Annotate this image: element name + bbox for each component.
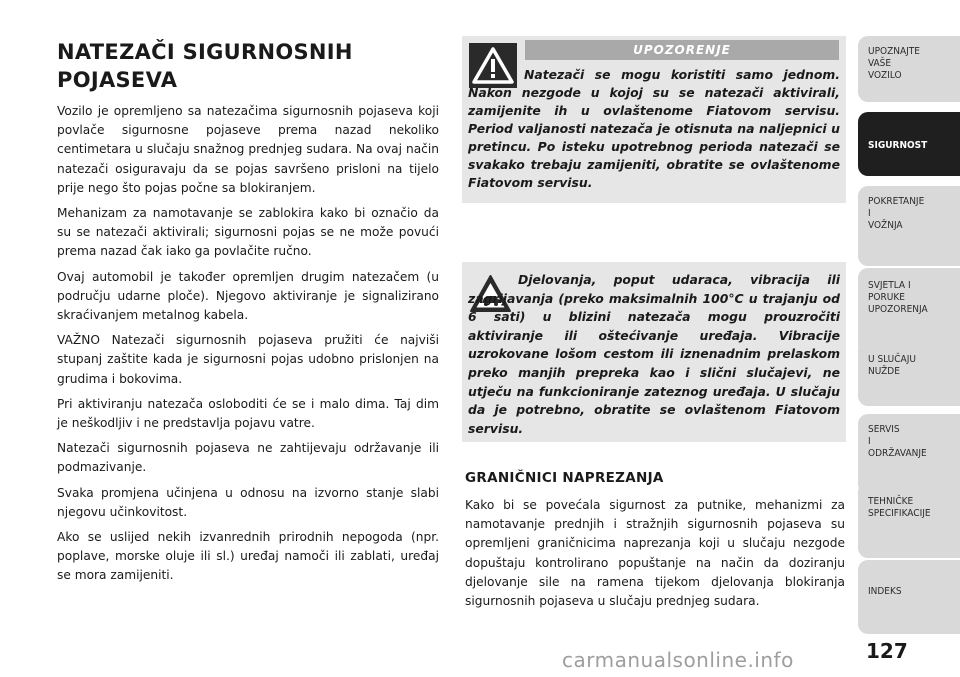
tab-label: PORUKE — [868, 292, 905, 303]
body-paragraph: Ako se uslijed nekih izvanrednih prirodnih nepogoda (npr. poplave, morske oluje ili sl.) uređaj namoči ili zablati, uređaj se mora zamijeniti. — [57, 530, 439, 583]
tab-label: POKRETANJE — [868, 196, 925, 207]
tab-pokretanje[interactable] — [858, 186, 960, 266]
tab-upoznajte[interactable] — [858, 36, 960, 102]
tab-label: TEHNIČKE — [868, 496, 914, 507]
tab-label: VOŽNJA — [868, 220, 903, 231]
left-column — [57, 38, 439, 592]
tab-label: U SLUČAJU — [868, 354, 916, 365]
warning-text-content: Natezači se mogu koristiti samo jednom. Nakon nezgode u kojoj su se natezači aktivirali, zamijenite ih u ovlaštenome Fiatovom servisu. Period valjanosti natezača je otisnuta na naljepnici u pretincu. Po isteku upotrebnog perioda natezači se svakako trebaju zamijeniti, obratite se ovlaštenome Fiatovom servisu. — [468, 67, 840, 190]
section-paragraph: Kako bi se povećala sigurnost za putnike, mehanizmi za namotavanje prednjih i stražnjih sigurnosnih pojaseva su opremljeni graničnicima naprezanja koji u slučaju nezgode dopuštaju kontrolirano popuštanje na način da doziranju djelovanje sile na ramena tijekom djelovanja blokiranja sigurnosnih pojaseva u slučaju prednjeg sudara. — [465, 498, 845, 609]
section-heading: GRANIČNICI NAPREZANJA — [465, 470, 664, 486]
tab-label: ODRŽAVANJE — [868, 448, 927, 459]
tab-label: SPECIFIKACIJE — [868, 508, 931, 519]
tab-label: SERVIS — [868, 424, 900, 435]
tab-label: INDEKS — [868, 586, 902, 597]
page-title-line-1: NATEZAČI SIGURNOSNIH — [57, 40, 353, 64]
tab-label: NUŽDE — [868, 366, 900, 377]
tab-indeks[interactable] — [858, 560, 960, 634]
tab-label: UPOZORENJA — [868, 304, 928, 315]
tab-label: SIGURNOST — [868, 140, 928, 151]
tab-label: VOZILO — [868, 70, 902, 81]
body-paragraph: Svaka promjena učinjena u odnosu na izvorno stanje slabi njegovu učinkovitost. — [57, 485, 439, 519]
tab-label: UPOZNAJTE — [868, 46, 920, 57]
body-paragraph: Natezači sigurnosnih pojaseva ne zahtijevaju održavanje ili podmazivanje. — [57, 441, 439, 475]
body-paragraph: Vozilo je opremljeno sa natezačima sigurnosnih pojaseva koji povlače sigurnosne pojaseve prema nazad nekoliko centimetara u slučaju snažnog prednjeg sudara. Na ovaj način natezači osiguravaju da se pojas savršeno prisloni na tijelo prije nego što pojas počne sa blokiranjem. — [57, 104, 439, 195]
watermark: carmanualsonline.info — [562, 648, 794, 672]
note-text — [468, 271, 840, 438]
tab-label: VAŠE — [868, 58, 892, 69]
body-paragraph: Pri aktiviranju natezača osloboditi će se i malo dima. Taj dim je neškodljiv i ne predstavlja pojavu vatre. — [57, 396, 439, 431]
tab-nuzda[interactable] — [858, 340, 960, 406]
warning-header: UPOZORENJE — [525, 40, 839, 60]
page-number: 127 — [866, 639, 908, 663]
page-title — [57, 38, 439, 94]
tab-label: I — [868, 436, 871, 447]
body-paragraph: Ovaj automobil je također opremljen drugim natezačem (u području udarne ploče). Njegovo aktiviranje je signalizirano skraćivanjem metalnog kabela. — [57, 269, 439, 323]
warning-text — [468, 66, 840, 192]
note-text-content: Djelovanja, poput udaraca, vibracija ili zagrijavanja (preko maksimalnih 100°C u trajanju od 6 sati) u blizini natezača mogu prouzročiti aktiviranje ili oštećivanje uređaja. Vibracije uzrokovane lošom cestom ili iznenadnim prelaskom preko manjih prepreka kao i slični slučajevi, ne utječu na funkcioniranje zateznog uređaja. U slučaju da je potrebno, obratite se ovlaštenom Fiatovom servisu. — [468, 272, 840, 436]
body-paragraph: Mehanizam za namotavanje se zablokira kako bi označio da su se natezači aktivirali; sigurnosni pojas se ne može povući prema nazad čak iako ga povlačite ručno. — [57, 206, 439, 259]
tab-label: I — [868, 208, 871, 219]
tab-label: SVJETLA I — [868, 280, 911, 291]
tab-specifikacije[interactable] — [858, 482, 960, 558]
body-paragraph: VAŽNO Natezači sigurnosnih pojaseva pružiti će najviši stupanj zaštite kada je sigurnosni pojas udobno prislonjen na grudima i bokovima. — [57, 333, 439, 386]
page-title-line-2: POJASEVA — [57, 68, 178, 92]
tab-sigurnost[interactable] — [858, 112, 960, 176]
